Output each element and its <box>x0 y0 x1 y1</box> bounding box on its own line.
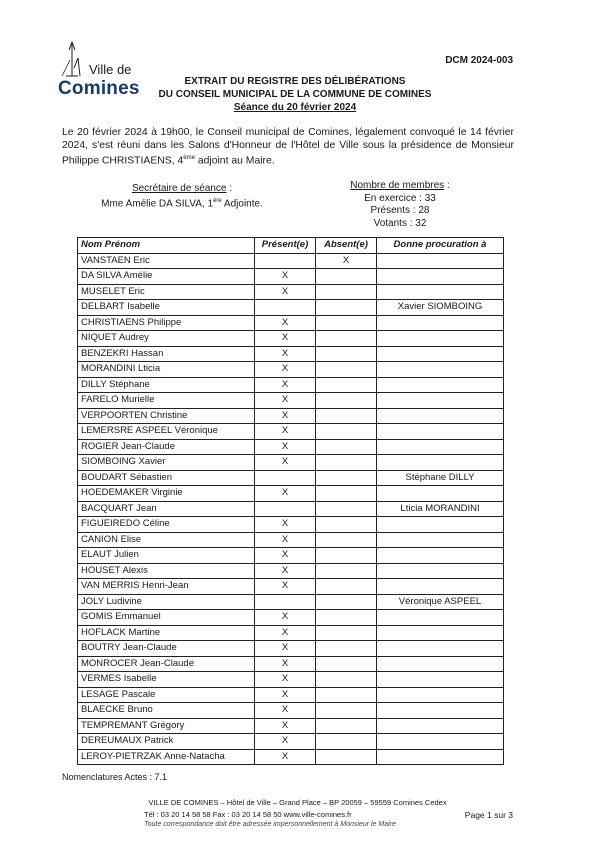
present-mark: X <box>255 641 316 657</box>
present-mark: X <box>255 408 316 424</box>
member-name: FIGUEIREDO Céline <box>78 517 255 533</box>
present-mark: X <box>255 656 316 672</box>
member-name: HOFLACK Martine <box>78 625 255 641</box>
procuration-name <box>377 548 504 564</box>
header-absent: Absent(e) <box>316 238 377 254</box>
procuration-name <box>377 532 504 548</box>
present-mark: X <box>255 393 316 409</box>
procuration-name <box>377 315 504 331</box>
tower-logo-icon <box>58 40 88 80</box>
logo-comines-text: Comines <box>58 78 140 99</box>
table-row <box>78 362 504 378</box>
document-title <box>140 75 450 114</box>
procuration-name: Xavier SIOMBOING <box>377 300 504 316</box>
member-name: JOLY Ludivine <box>78 594 255 610</box>
absent-mark <box>316 501 377 517</box>
table-row <box>78 687 504 703</box>
table-row <box>78 300 504 316</box>
member-name: MORANDINI Lticia <box>78 362 255 378</box>
attendance-table <box>77 237 504 765</box>
present-mark: X <box>255 718 316 734</box>
table-row <box>78 563 504 579</box>
absent-mark <box>316 284 377 300</box>
present-mark: X <box>255 548 316 564</box>
absent-mark <box>316 563 377 579</box>
intro-sup: ème <box>183 155 195 161</box>
table-row <box>78 470 504 486</box>
present-mark <box>255 253 316 269</box>
absent-mark <box>316 377 377 393</box>
procuration-name <box>377 610 504 626</box>
procuration-name <box>377 734 504 750</box>
procuration-name <box>377 331 504 347</box>
present-mark: X <box>255 315 316 331</box>
secretaire-colon: : <box>226 183 233 194</box>
page-number: Page 1 sur 3 <box>464 810 513 820</box>
member-name: LEROY-PIETRZAK Anne-Natacha <box>78 749 255 765</box>
procuration-name <box>377 269 504 285</box>
absent-mark <box>316 579 377 595</box>
member-name: CANION Elise <box>78 532 255 548</box>
membres-presents: Présents : 28 <box>370 205 430 216</box>
present-mark: X <box>255 703 316 719</box>
nomenclature-actes: Nomenclatures Actes : 7.1 <box>62 772 168 782</box>
member-name: MUSELET Eric <box>78 284 255 300</box>
absent-mark <box>316 749 377 765</box>
secretaire-sup: ère <box>213 198 222 204</box>
procuration-name <box>377 362 504 378</box>
member-name: SIOMBOING Xavier <box>78 455 255 471</box>
present-mark: X <box>255 346 316 362</box>
document-reference: DCM 2024-003 <box>445 55 513 66</box>
logo-ville-text: Ville de <box>89 62 132 77</box>
absent-mark <box>316 703 377 719</box>
title-line-1: EXTRAIT DU REGISTRE DES DÉLIBÉRATIONS <box>184 76 406 87</box>
absent-mark <box>316 625 377 641</box>
absent-mark <box>316 424 377 440</box>
member-name: BENZEKRI Hassan <box>78 346 255 362</box>
procuration-name <box>377 377 504 393</box>
present-mark: X <box>255 749 316 765</box>
present-mark: X <box>255 563 316 579</box>
intro-paragraph <box>62 126 514 167</box>
absent-mark <box>316 517 377 533</box>
present-mark: X <box>255 610 316 626</box>
member-name: BLAECKE Bruno <box>78 703 255 719</box>
procuration-name <box>377 517 504 533</box>
member-name: MONROCER Jean-Claude <box>78 656 255 672</box>
absent-mark <box>316 315 377 331</box>
membres-label: Nombre de membres <box>350 180 445 191</box>
procuration-name: Véronique ASPEEL <box>377 594 504 610</box>
table-row <box>78 703 504 719</box>
present-mark: X <box>255 532 316 548</box>
member-name: DELBART Isabelle <box>78 300 255 316</box>
table-row <box>78 501 504 517</box>
table-row <box>78 532 504 548</box>
present-mark: X <box>255 377 316 393</box>
absent-mark <box>316 594 377 610</box>
procuration-name <box>377 579 504 595</box>
member-name: BOUDART Sébastien <box>78 470 255 486</box>
member-name: BACQUART Jean <box>78 501 255 517</box>
table-row <box>78 656 504 672</box>
member-name: TEMPREMANT Grégory <box>78 718 255 734</box>
procuration-name <box>377 625 504 641</box>
procuration-name <box>377 703 504 719</box>
table-row <box>78 718 504 734</box>
procuration-name <box>377 656 504 672</box>
table-row <box>78 346 504 362</box>
absent-mark <box>316 470 377 486</box>
member-name: ROGIER Jean-Claude <box>78 439 255 455</box>
procuration-name <box>377 687 504 703</box>
secretaire-label: Secrétaire de séance <box>131 183 227 194</box>
procuration-name <box>377 284 504 300</box>
absent-mark <box>316 610 377 626</box>
present-mark: X <box>255 284 316 300</box>
present-mark: X <box>255 672 316 688</box>
header-present: Présent(e) <box>255 238 316 254</box>
table-row <box>78 253 504 269</box>
member-name: HOUSET Alexis <box>78 563 255 579</box>
table-row <box>78 284 504 300</box>
table-row <box>78 641 504 657</box>
present-mark <box>255 501 316 517</box>
present-mark: X <box>255 734 316 750</box>
absent-mark <box>316 486 377 502</box>
present-mark: X <box>255 517 316 533</box>
member-name: LEMERSRE ASPEEL Véronique <box>78 424 255 440</box>
procuration-name <box>377 672 504 688</box>
footer-contact: Tél : 03 20 14 58 58 Fax : 03 20 14 58 50 www.ville-comines.fr <box>144 810 352 819</box>
member-name: BOUTRY Jean-Claude <box>78 641 255 657</box>
member-name: VANSTAEN Eric <box>78 253 255 269</box>
absent-mark <box>316 455 377 471</box>
absent-mark <box>316 439 377 455</box>
member-name: VAN MERRIS Henri-Jean <box>78 579 255 595</box>
table-row <box>78 734 504 750</box>
table-row <box>78 579 504 595</box>
absent-mark <box>316 331 377 347</box>
absent-mark <box>316 672 377 688</box>
membres-block <box>340 180 460 230</box>
table-row <box>78 594 504 610</box>
procuration-name <box>377 563 504 579</box>
present-mark <box>255 300 316 316</box>
table-row <box>78 269 504 285</box>
present-mark: X <box>255 331 316 347</box>
header-nom-prenom: Nom Prénom <box>78 238 255 254</box>
member-name: DA SILVA Amélie <box>78 269 255 285</box>
procuration-name <box>377 393 504 409</box>
header-procuration: Donne procuration à <box>377 238 504 254</box>
procuration-name <box>377 424 504 440</box>
absent-mark: X <box>316 253 377 269</box>
table-row <box>78 455 504 471</box>
procuration-name <box>377 455 504 471</box>
procuration-name <box>377 749 504 765</box>
absent-mark <box>316 734 377 750</box>
procuration-name <box>377 439 504 455</box>
intro-text: Le 20 février 2024 à 19h00, le Conseil municipal de Comines, légalement convoqué le 14 février 2024, s'est réuni dans les Salons d'Honneur de l'Hôtel de Ville sous la présidence de Monsieur Philippe CHRISTIAENS, 4 <box>62 127 514 167</box>
present-mark: X <box>255 687 316 703</box>
procuration-name <box>377 346 504 362</box>
absent-mark <box>316 346 377 362</box>
member-name: VERMES Isabelle <box>78 672 255 688</box>
table-row <box>78 610 504 626</box>
member-name: NIQUET Audrey <box>78 331 255 347</box>
footer-address: VILLE DE COMINES – Hôtel de Ville – Grand Place – BP 20059 – 59559 Comines Cedex <box>148 798 447 807</box>
absent-mark <box>316 548 377 564</box>
member-name: LESAGE Pascale <box>78 687 255 703</box>
member-name: HOEDEMAKER Virginie <box>78 486 255 502</box>
absent-mark <box>316 718 377 734</box>
present-mark: X <box>255 486 316 502</box>
present-mark: X <box>255 439 316 455</box>
member-name: DILLY Stéphane <box>78 377 255 393</box>
member-name: DEREUMAUX Patrick <box>78 734 255 750</box>
table-row <box>78 548 504 564</box>
procuration-name <box>377 486 504 502</box>
absent-mark <box>316 408 377 424</box>
ville-de-comines-logo <box>58 40 142 100</box>
member-name: GOMIS Emmanuel <box>78 610 255 626</box>
present-mark: X <box>255 625 316 641</box>
absent-mark <box>316 269 377 285</box>
table-row <box>78 315 504 331</box>
absent-mark <box>316 532 377 548</box>
table-row <box>78 408 504 424</box>
table-row <box>78 331 504 347</box>
title-line-2: DU CONSEIL MUNICIPAL DE LA COMMUNE DE COMINES <box>158 89 432 100</box>
secretaire-role: Adjointe. <box>221 198 263 210</box>
intro-text-end: adjoint au Maire. <box>194 155 275 167</box>
absent-mark <box>316 393 377 409</box>
member-name: FARELO Murielle <box>78 393 255 409</box>
table-header-row <box>78 238 504 254</box>
procuration-name: Lticia MORANDINI <box>377 501 504 517</box>
membres-en-exercice: En exercice : 33 <box>364 192 436 204</box>
seance-date: Séance du 20 février 2024 <box>233 102 357 113</box>
table-row <box>78 625 504 641</box>
absent-mark <box>316 656 377 672</box>
present-mark: X <box>255 579 316 595</box>
table-row <box>78 424 504 440</box>
present-mark: X <box>255 362 316 378</box>
absent-mark <box>316 641 377 657</box>
member-name: VERPOORTEN Christine <box>78 408 255 424</box>
membres-votants: Votants : 32 <box>373 217 427 229</box>
present-mark <box>255 594 316 610</box>
secretaire-name: Mme Amélie DA SILVA, 1 <box>101 198 214 210</box>
member-name: CHRISTIAENS Philippe <box>78 315 255 331</box>
present-mark <box>255 470 316 486</box>
present-mark: X <box>255 424 316 440</box>
procuration-name <box>377 253 504 269</box>
procuration-name <box>377 718 504 734</box>
table-row <box>78 672 504 688</box>
procuration-name <box>377 408 504 424</box>
procuration-name <box>377 641 504 657</box>
membres-colon: : <box>444 180 450 191</box>
absent-mark <box>316 687 377 703</box>
footer-notice: Toute correspondance doit être adressée impersonnellement à Monsieur le Maire <box>144 821 396 828</box>
table-row <box>78 393 504 409</box>
table-row <box>78 749 504 765</box>
member-name: ELAUT Julien <box>78 548 255 564</box>
present-mark: X <box>255 455 316 471</box>
table-row <box>78 517 504 533</box>
present-mark: X <box>255 269 316 285</box>
table-row <box>78 377 504 393</box>
table-row <box>78 439 504 455</box>
table-row <box>78 486 504 502</box>
absent-mark <box>316 300 377 316</box>
procuration-name: Stéphane DILLY <box>377 470 504 486</box>
secretaire-block <box>82 182 282 210</box>
absent-mark <box>316 362 377 378</box>
